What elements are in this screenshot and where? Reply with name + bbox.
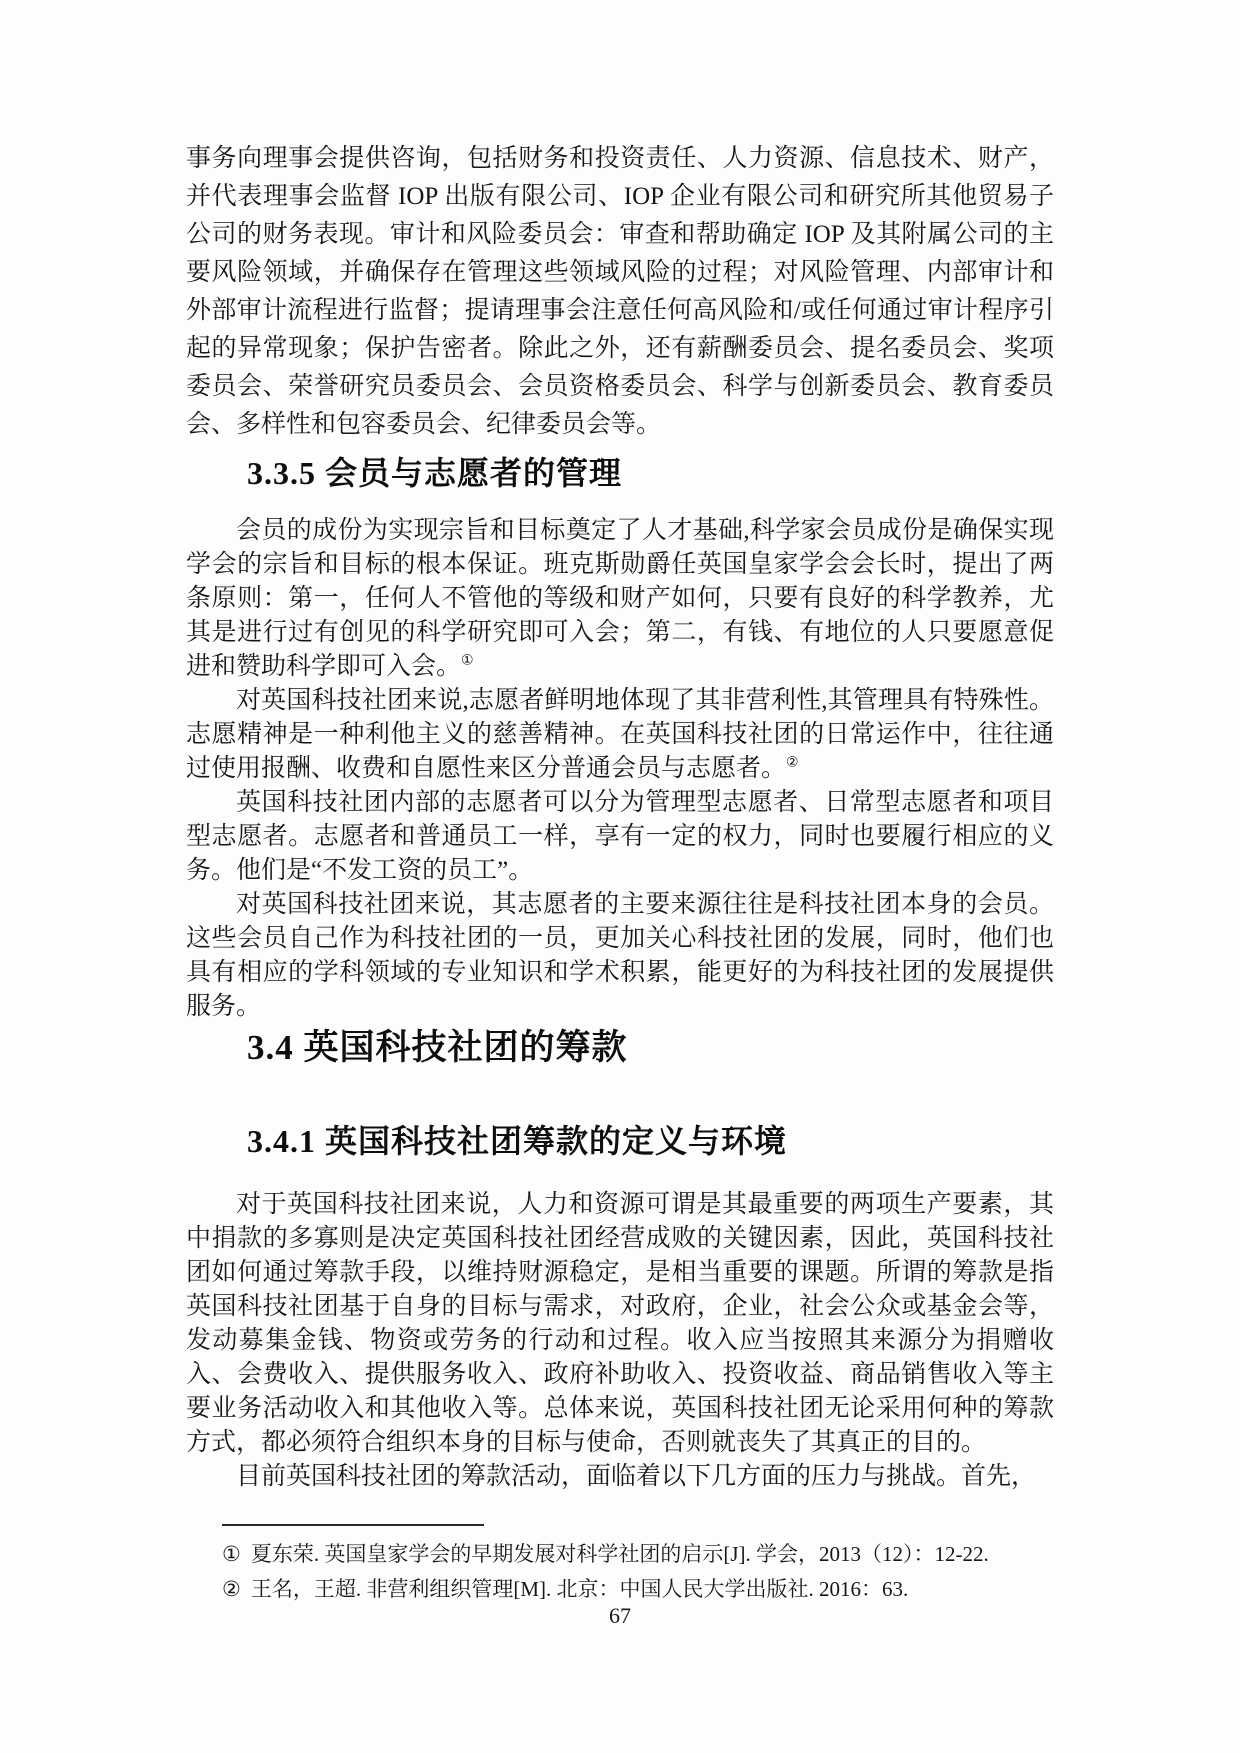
footnote-ref-1: ①	[461, 653, 474, 669]
footnote-item-2	[222, 1572, 1054, 1607]
section-heading-3-4-1: 3.4.1 英国科技社团筹款的定义与环境	[247, 1123, 788, 1159]
paragraph-text: 对英国科技社团来说，其志愿者的主要来源往往是科技社团本身的会员。这些会员自己作为科技社团的一员，更加关心科技社团的发展，同时，他们也具有相应的学科领域的专业知识和学术积累，能更好的为科技社团的发展提供服务。	[186, 891, 1054, 1020]
paragraph-text: 目前英国科技社团的筹款活动，面临着以下几方面的压力与挑战。首先，	[236, 1463, 1037, 1490]
section-heading-3-3-5: 3.3.5 会员与志愿者的管理	[247, 455, 623, 491]
footnote-marker-2: ②	[222, 1577, 241, 1601]
paragraph-text: 对于英国科技社团来说，人力和资源可谓是其最重要的两项生产要素，其中捐款的多寡则是决定英国科技社团经营成败的关键因素，因此，英国科技社团如何通过筹款手段，以维持财源稳定，是相当重要的课题。所谓的筹款是指英国科技社团基于自身的目标与需求，对政府，企业，社会公众或基金会等，发动募集金钱、物资或劳务的行动和过程。收入应当按照其来源分为捐赠收入、会费收入、提供服务收入、政府补助收入、投资收益、商品销售收入等主要业务活动收入和其他收入等。总体来说，英国科技社团无论采用何种的筹款方式，都必须符合组织本身的目标与使命，否则就丧失了其真正的目的。	[186, 1191, 1054, 1456]
paragraph-text: 会员的成份为实现宗旨和目标奠定了人才基础,科学家会员成份是确保实现学会的宗旨和目标的根本保证。班克斯勋爵任英国皇家学会会长时，提出了两条原则：第一，任何人不管他的等级和财产如何，只要有良好的科学教养，尤其是进行过有创见的科学研究即可入会；第二，有钱、有地位的人只要愿意促进和赞助科学即可入会。	[186, 517, 1054, 680]
intro-paragraph	[186, 140, 1054, 444]
section-3-4-1-body	[186, 1188, 1054, 1494]
footnote-item-1	[222, 1537, 1054, 1572]
paragraph-fundraising-definition	[186, 1188, 1054, 1460]
section-heading-3-4: 3.4 英国科技社团的筹款	[247, 1028, 628, 1067]
paragraph-membership-principles	[186, 514, 1054, 684]
paragraph-volunteer-types	[186, 786, 1054, 888]
footnote-ref-2: ②	[786, 755, 799, 771]
footnote-text-2: 王名，王超. 非营利组织管理[M]. 北京：中国人民大学出版社. 2016：63.	[250, 1577, 909, 1601]
paragraph-volunteer-spirit	[186, 684, 1054, 786]
intro-paragraph-block	[186, 140, 1054, 444]
footnote-marker-1: ①	[222, 1542, 241, 1566]
paragraph-text: 英国科技社团内部的志愿者可以分为管理型志愿者、日常型志愿者和项目型志愿者。志愿者和普通员工一样，享有一定的权力，同时也要履行相应的义务。他们是“不发工资的员工”。	[186, 789, 1054, 884]
intro-paragraph-text: 事务向理事会提供咨询，包括财务和投资责任、人力资源、信息技术、财产，并代表理事会监督 IOP 出版有限公司、IOP 企业有限公司和研究所其他贸易子公司的财务表现。审计和风险委员会：审查和帮助确定 IOP 及其附属公司的主要风险领域，并确保存在管理这些领域风险的过程；对风险管理、内部审计和外部审计流程进行监督；提请理事会注意任何高风险和/或任何通过审计程序引起的异常现象；保护告密者。除此之外，还有薪酬委员会、提名委员会、奖项委员会、荣誉研究员委员会、会员资格委员会、科学与创新委员会、教育委员会、多样性和包容委员会、纪律委员会等。	[186, 145, 1054, 438]
footnote-separator	[222, 1524, 484, 1526]
paragraph-volunteer-source	[186, 888, 1054, 1024]
page-number: 67	[609, 1603, 631, 1628]
paragraph-text: 对英国科技社团来说,志愿者鲜明地体现了其非营利性,其管理具有特殊性。志愿精神是一种利他主义的慈善精神。在英国科技社团的日常运作中，往往通过使用报酬、收费和自愿性来区分普通会员与志愿者。	[186, 687, 1054, 782]
footnote-text-1: 夏东荣. 英国皇家学会的早期发展对科学社团的启示[J]. 学会，2013（12）：12-22.	[250, 1542, 989, 1566]
paragraph-fundraising-challenges	[186, 1460, 1054, 1494]
section-3-3-5-body	[186, 514, 1054, 1024]
footnotes-block	[222, 1537, 1054, 1607]
